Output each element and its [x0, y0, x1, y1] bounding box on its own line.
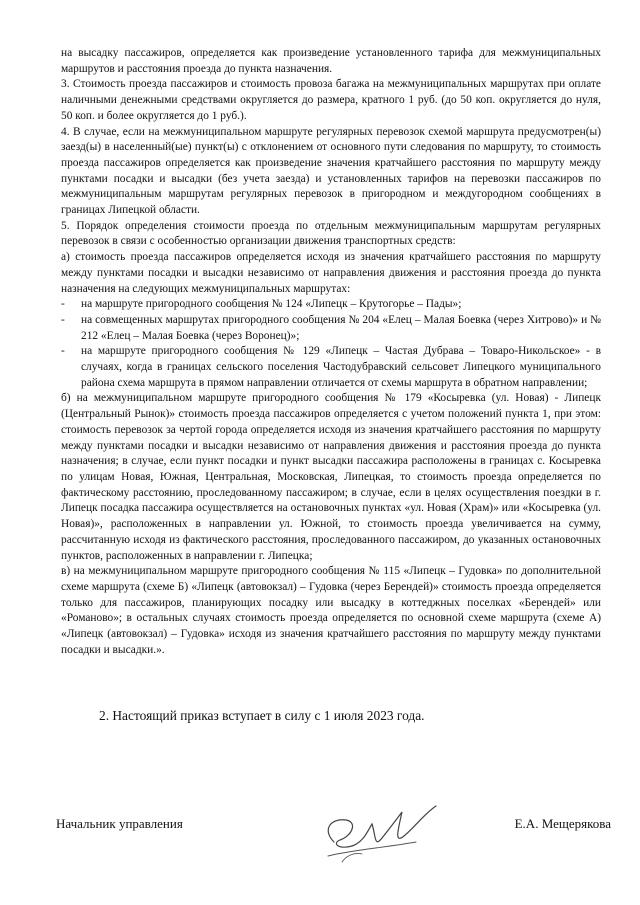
paragraph-3: 3. Стоимость проезда пассажиров и стоимость провоза багажа на межмуниципальных маршрутах при оплате наличными денежными средствами округляется до размера, кратного 1 руб. (до 50 коп. округляется до нуля, 50 коп. и более округляется до 1 руб.). — [61, 78, 601, 122]
subparagraph-v: в) на межмуниципальном маршруте пригородного сообщения № 115 «Липецк – Гудовка» по дополнительной схеме маршрута (схеме Б) «Липецк (автовокзал) – Гудовка (через Берендей)» стоимость проезда определяется только для пассажиров, планирующих посадку или высадку в коттеджных поселках «Берендей» или «Романово»; в остальных случаях стоимость проезда определяется по основной схеме маршрута (схеме А) «Липецк (автовокзал) – Гудовка» исходя из значения кратчайшего расстояния по маршруту между пунктами посадки и высадки.». — [61, 565, 601, 656]
dash-item-text: на совмещенных маршрутах пригородного сообщения № 204 «Елец – Малая Боевка (через Хитрово)» и № 212 «Елец – Малая Боевка (через Воронец)»; — [81, 313, 601, 342]
signatory-name: Е.А. Мещерякова — [514, 816, 611, 831]
dash-item-text: на маршруте пригородного сообщения № 124 «Липецк – Крутогорье – Пады»; — [81, 298, 462, 311]
paragraph-4: 4. В случае, если на межмуниципальном маршруте регулярных перевозок схемой маршрута предусмотрен(ы) заезд(ы) в населенный(ые) пункт(ы) с отклонением от основного пути следования по маршруту, то стоимость проезда пассажиров определяется как произведение значения кратчайшего расстояния по маршруту между пунктами посадки и высадки (без учета заезда) и установленных тарифов на перевозки пассажиров по межмуниципальным маршрутам регулярных перевозок в пригородном и междугородном сообщениях в границах Липецкой области. — [61, 125, 601, 217]
order-effective-date: 2. Настоящий приказ вступает в силу с 1 июля 2023 года. — [99, 708, 425, 723]
paragraph-continuation: на высадку пассажиров, определяется как произведение установленного тарифа для межмуниципальных маршрутов и расстояния проезда до пункта назначения. — [61, 47, 601, 75]
document-body — [61, 46, 601, 658]
dash-marker: - — [61, 298, 65, 311]
signatory-position: Начальник управления — [56, 816, 183, 831]
dash-item-3 — [61, 344, 601, 391]
paragraph-5: 5. Порядок определения стоимости проезда по отдельным межмуниципальным маршрутам регулярных перевозок в связи с особенностью организации движения транспортных средств: — [61, 219, 601, 248]
dash-item-1 — [61, 297, 601, 313]
dash-item-2 — [61, 313, 601, 344]
dash-marker: - — [61, 313, 65, 326]
subparagraph-b: б) на межмуниципальном маршруте пригородного сообщения № 179 «Косыревка (ул. Новая) - Липецк (Центральный Рынок)» стоимость проезда пассажиров определяется с учетом положений пункта 1, при этом: стоимость перевозок за чертой города определяется исходя из значения кратчайшего расстояния по маршруту между пунктами посадки и высадки независимо от направления движения и расстояния проезда до пункта назначения; в случае, если пункт посадки и пункт высадки пассажира расположены в границах с. Косыревка по улицам Новая, Южная, Центральная, Московская, Липецкая, то стоимость проезда определяется по фактическому расстоянию, проследованному пассажиром; в случае, если в целях осуществления поездки в г. Липецк посадка пассажира осуществляется на остановочных пунктах «ул. Новая (Храм)» или «Косыревка (ул. Новая)», расположенных в направлении ул. Южной, то стоимость проезда увеличивается на сумму, рассчитанную исходя из фактического расстояния, проследованного пассажиром, до указанных остановочных пунктов, расположенных в направлении г. Липецка; — [61, 392, 601, 562]
handwritten-signature — [312, 790, 442, 870]
dash-marker: - — [61, 345, 65, 358]
subparagraph-a: а) стоимость проезда пассажиров определяется исходя из значения кратчайшего расстояния по маршруту между пунктами посадки и высадки независимо от направления движения и расстояния проезда до пункта назначения на следующих межмуниципальных маршрутах: — [61, 251, 601, 295]
dash-item-text: на маршруте пригородного сообщения № 129 «Липецк – Частая Дубрава – Товаро-Никольское» - в случаях, когда в границах сельского поселения Частодубравский сельсовет Липецкого муниципального района схема маршрута в прямом направлении отличается от схемы маршрута в обратном направлении; — [81, 345, 601, 389]
